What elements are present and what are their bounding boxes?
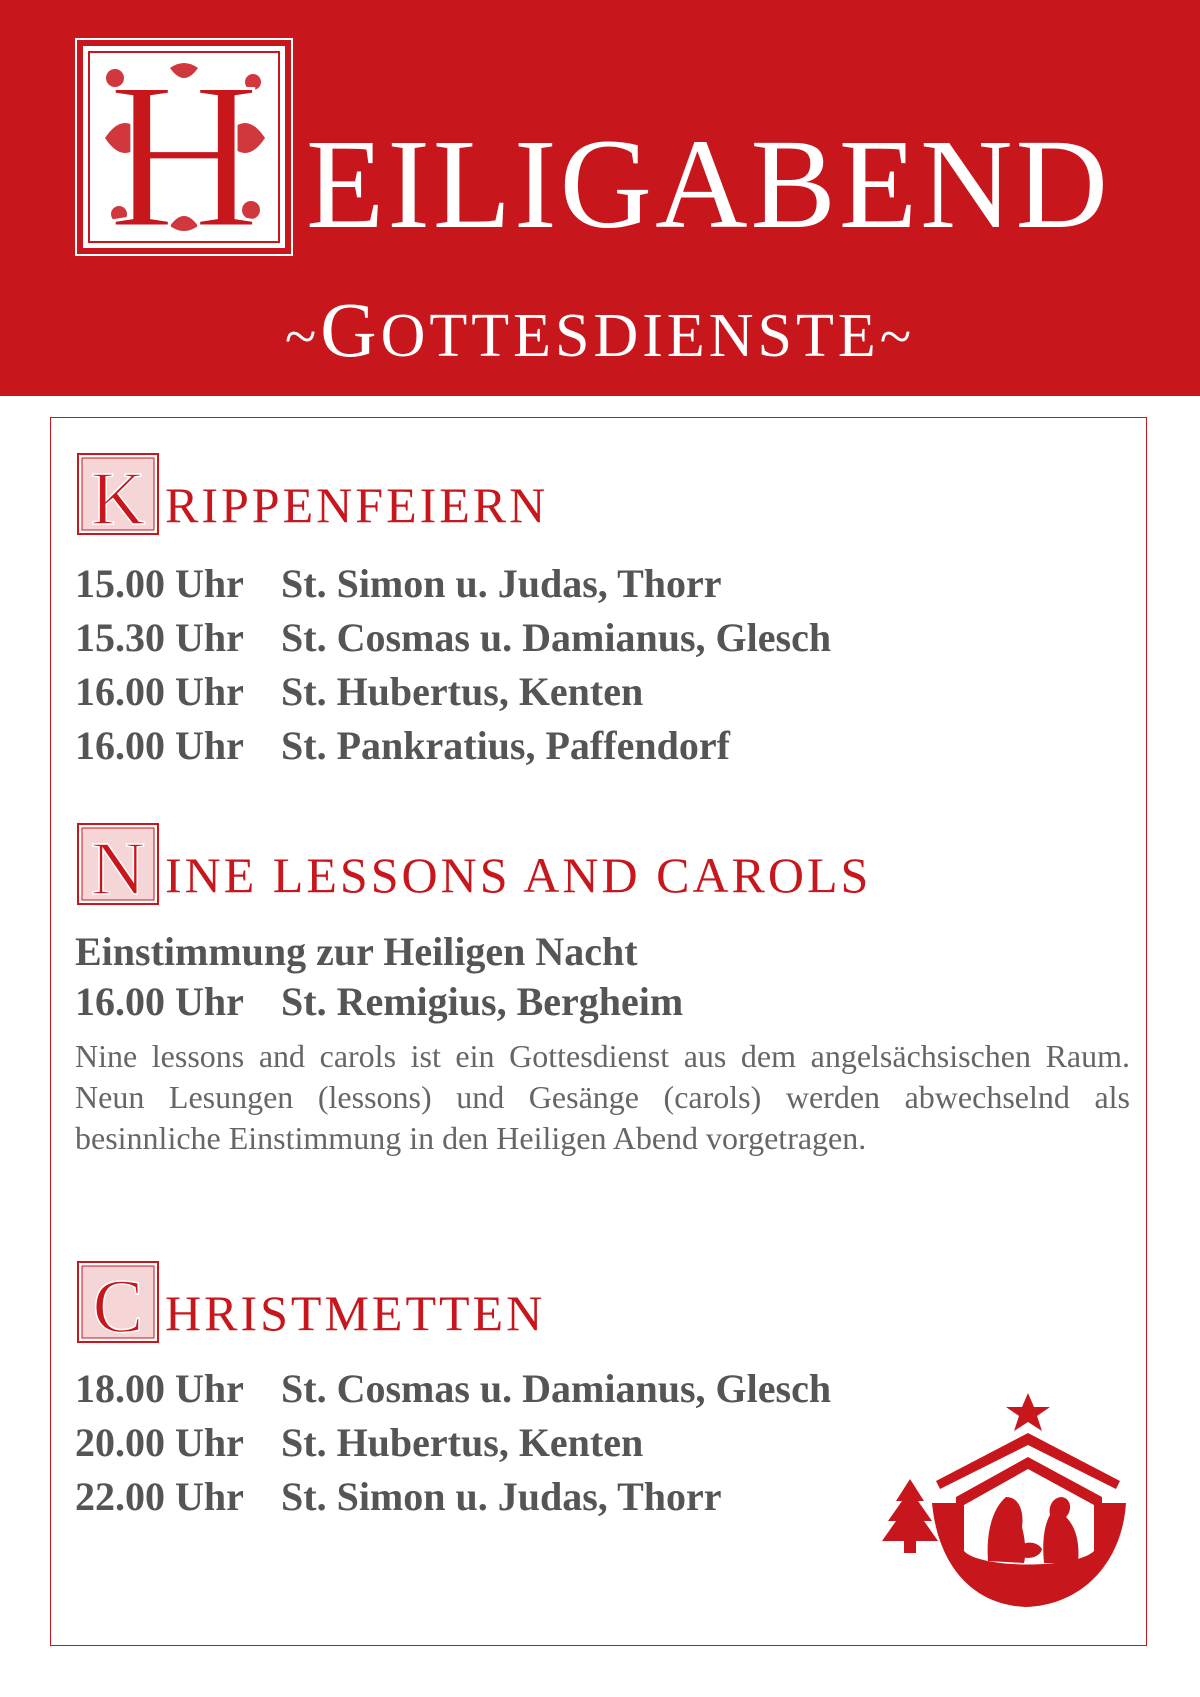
service-place: St. Cosmas u. Damianus, Glesch [281,615,832,660]
service-place: St. Pankratius, Paffendorf [281,723,730,768]
subtitle-tilde-left: ~ [284,304,321,369]
service-time: 16.00 Uhr [75,723,244,768]
service-time: 15.30 Uhr [75,615,244,660]
subtitle-tilde-right: ~ [879,304,916,369]
service-line [75,668,643,716]
service-place: St. Simon u. Judas, Thorr [281,1474,722,1519]
service-line [75,722,730,770]
header-banner [0,0,1200,396]
section-title-krippenfeiern: RIPPENFEIERN [165,477,549,533]
subtitle-rest: OTTESDIENSTE [380,302,880,370]
service-line [75,978,683,1026]
subtitle-initial: G [320,286,381,373]
illuminated-initial-n [77,823,159,905]
service-place: St. Remigius, Bergheim [281,979,684,1024]
illuminated-initial-h [75,38,293,256]
service-line [75,614,831,662]
title-initial: H [108,40,260,256]
svg-text:C: C [92,1265,144,1343]
service-place: St. Simon u. Judas, Thorr [281,561,722,606]
svg-text:N: N [90,827,146,905]
section-subtitle: Einstimmung zur Heiligen Nacht [75,929,638,974]
section-title-christmetten: HRISTMETTEN [165,1285,546,1341]
service-time: 16.00 Uhr [75,979,244,1024]
service-line [75,1365,831,1413]
service-place: St. Hubertus, Kenten [281,669,644,714]
service-line [75,1419,643,1467]
service-time: 15.00 Uhr [75,561,244,606]
page-subtitle [0,285,1200,375]
service-place: St. Hubertus, Kenten [281,1420,644,1465]
page-title: EILIGABEND [306,113,1111,255]
service-line [75,1473,722,1521]
service-place: St. Cosmas u. Damianus, Glesch [281,1366,832,1411]
service-time: 20.00 Uhr [75,1420,244,1465]
service-line [75,560,722,608]
service-time: 22.00 Uhr [75,1474,244,1519]
section-description: Nine lessons and carols ist ein Gottesdienst aus dem angelsächsischen Raum. Neun Lesungen (lessons) und Gesänge (carols) werden abwechselnd als besinnliche Einstimmung in den Heiligen Abend vorgetragen. [75,1038,1130,1156]
service-time: 16.00 Uhr [75,669,244,714]
service-time: 18.00 Uhr [75,1366,244,1411]
section-title-nine-lessons: INE LESSONS AND CAROLS [165,847,872,903]
illuminated-initial-c [77,1261,159,1343]
svg-text:K: K [90,457,146,535]
illuminated-initial-k [77,453,159,535]
nativity-scene-icon [876,1393,1140,1609]
